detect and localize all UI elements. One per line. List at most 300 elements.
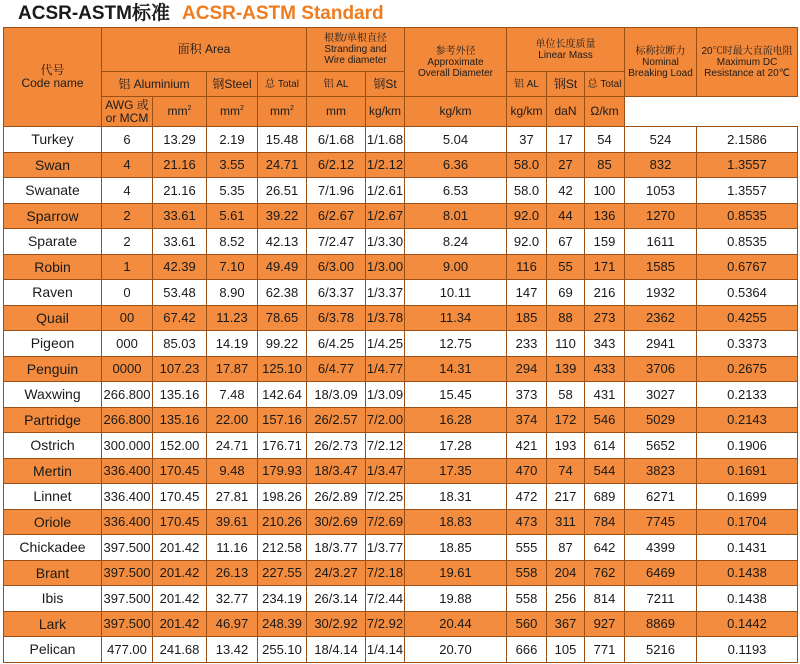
table-row <box>4 152 798 178</box>
table-cell: 198.26 <box>258 484 307 510</box>
unit-mm2-total: $mm^2$ <box>258 97 307 127</box>
table-cell: 7.10 <box>207 254 258 280</box>
table-cell: 18.83 <box>405 509 507 535</box>
table-cell: 1/3.78 <box>366 305 405 331</box>
header-stranding-cn: 根数/单根直径 <box>324 33 387 44</box>
table-cell: 135.16 <box>153 407 207 433</box>
table-cell: 204 <box>547 560 585 586</box>
table-row <box>4 560 798 586</box>
table-cell: 44 <box>547 203 585 229</box>
table-cell: 3.55 <box>207 152 258 178</box>
table-cell: 100 <box>585 178 625 204</box>
table-cell: 33.61 <box>153 203 207 229</box>
table-cell: 266.800 <box>102 382 153 408</box>
table-body <box>4 127 798 663</box>
table-cell: 1932 <box>625 280 697 306</box>
table-cell: 11.16 <box>207 535 258 561</box>
table-cell: 30/2.69 <box>307 509 366 535</box>
table-cell: 477.00 <box>102 637 153 663</box>
unit-awg-line1: AWG 或 <box>105 97 149 112</box>
table-row <box>4 382 798 408</box>
table-cell: 397.500 <box>102 560 153 586</box>
code-name-cell: Waxwing <box>4 382 102 408</box>
header-mass-st: 钢St <box>547 72 585 97</box>
header-resistance-en1: Maximum DC <box>716 56 778 68</box>
table-cell: 0.8535 <box>697 229 798 255</box>
table-cell: 6469 <box>625 560 697 586</box>
table-cell: 233 <box>507 331 547 357</box>
table-cell: 6/3.00 <box>307 254 366 280</box>
code-name-cell: Swan <box>4 152 102 178</box>
table-cell: 54 <box>585 127 625 153</box>
table-cell: 367 <box>547 611 585 637</box>
header-stranding <box>307 28 405 72</box>
table-row <box>4 637 798 663</box>
table-cell: 6/4.25 <box>307 331 366 357</box>
header-diameter <box>405 28 507 97</box>
table-cell: 0.2143 <box>697 407 798 433</box>
table-cell: 1/1.68 <box>366 127 405 153</box>
table-cell: 00 <box>102 305 153 331</box>
table-cell: 0.1699 <box>697 484 798 510</box>
table-cell: 241.68 <box>153 637 207 663</box>
table-row <box>4 484 798 510</box>
table-cell: 18/3.77 <box>307 535 366 561</box>
page-title <box>18 2 384 26</box>
table-cell: 6/2.67 <box>307 203 366 229</box>
table-cell: 431 <box>585 382 625 408</box>
code-name-cell: Chickadee <box>4 535 102 561</box>
table-cell: 78.65 <box>258 305 307 331</box>
table-cell: 555 <box>507 535 547 561</box>
table-cell: 1/2.61 <box>366 178 405 204</box>
table-cell: 546 <box>585 407 625 433</box>
table-cell: 0.1438 <box>697 560 798 586</box>
code-name-cell: Pigeon <box>4 331 102 357</box>
table-cell: 18/3.47 <box>307 458 366 484</box>
table-cell: 67 <box>547 229 585 255</box>
code-name-cell: Raven <box>4 280 102 306</box>
table-cell: 74 <box>547 458 585 484</box>
table-cell: 336.400 <box>102 484 153 510</box>
table-cell: 0.6767 <box>697 254 798 280</box>
table-cell: 0 <box>102 280 153 306</box>
code-name-cell: Oriole <box>4 509 102 535</box>
header-st: 钢St <box>366 72 405 97</box>
table-cell: 266.800 <box>102 407 153 433</box>
table-cell: 397.500 <box>102 586 153 612</box>
table-row <box>4 178 798 204</box>
table-cell: 170.45 <box>153 484 207 510</box>
header-strength-en1: Nominal <box>642 56 679 68</box>
table-cell: 544 <box>585 458 625 484</box>
table-cell: 5029 <box>625 407 697 433</box>
table-row <box>4 229 798 255</box>
code-name-cell: Ibis <box>4 586 102 612</box>
header-al: 铝 AL <box>307 72 366 97</box>
table-cell: 26.13 <box>207 560 258 586</box>
table-cell: 0.5364 <box>697 280 798 306</box>
unit-mm: mm <box>307 97 366 127</box>
table-cell: 0.1691 <box>697 458 798 484</box>
table-cell: 179.93 <box>258 458 307 484</box>
table-cell: 000 <box>102 331 153 357</box>
table-cell: 5216 <box>625 637 697 663</box>
table-cell: 294 <box>507 356 547 382</box>
table-cell: 210.26 <box>258 509 307 535</box>
table-cell: 32.77 <box>207 586 258 612</box>
table-cell: 642 <box>585 535 625 561</box>
table-cell: 30/2.92 <box>307 611 366 637</box>
table-cell: 19.61 <box>405 560 507 586</box>
table-cell: 927 <box>585 611 625 637</box>
acsr-astm-table <box>3 27 798 663</box>
table-cell: 300.000 <box>102 433 153 459</box>
table-cell: 2941 <box>625 331 697 357</box>
code-name-cell: Linnet <box>4 484 102 510</box>
table-cell: 784 <box>585 509 625 535</box>
table-cell: 0.3373 <box>697 331 798 357</box>
table-cell: 18.31 <box>405 484 507 510</box>
unit-awg-line2: or MCM <box>105 110 149 125</box>
table-cell: 21.16 <box>153 178 207 204</box>
code-name-cell: Brant <box>4 560 102 586</box>
table-cell: 87 <box>547 535 585 561</box>
table-cell: 147 <box>507 280 547 306</box>
table-cell: 7/1.96 <box>307 178 366 204</box>
table-cell: 7211 <box>625 586 697 612</box>
table-cell: 135.16 <box>153 382 207 408</box>
table-cell: 42.13 <box>258 229 307 255</box>
table-cell: 152.00 <box>153 433 207 459</box>
table-cell: 92.0 <box>507 203 547 229</box>
table-cell: 18/4.14 <box>307 637 366 663</box>
unit-kgkm-al: kg/km <box>366 97 405 127</box>
table-cell: 176.71 <box>258 433 307 459</box>
table-cell: 39.61 <box>207 509 258 535</box>
table-cell: 20.70 <box>405 637 507 663</box>
table-cell: 185 <box>507 305 547 331</box>
table-cell: 0000 <box>102 356 153 382</box>
table-cell: 9.00 <box>405 254 507 280</box>
table-cell: 1.3557 <box>697 178 798 204</box>
table-cell: 7.48 <box>207 382 258 408</box>
table-cell: 14.31 <box>405 356 507 382</box>
table-cell: 7/2.69 <box>366 509 405 535</box>
table-cell: 614 <box>585 433 625 459</box>
table-cell: 1585 <box>625 254 697 280</box>
table-cell: 99.22 <box>258 331 307 357</box>
unit-ohm-km: Ω/km <box>585 97 625 127</box>
code-name-cell: Sparate <box>4 229 102 255</box>
table-cell: 37 <box>507 127 547 153</box>
table-cell: 18/3.09 <box>307 382 366 408</box>
table-cell: 234.19 <box>258 586 307 612</box>
table-cell: 6.53 <box>405 178 507 204</box>
header-strength-cn: 标称拉断力 <box>635 45 686 57</box>
table-cell: 1/3.30 <box>366 229 405 255</box>
table-cell: 24/3.27 <box>307 560 366 586</box>
table-cell: 3823 <box>625 458 697 484</box>
table-cell: 2.1586 <box>697 127 798 153</box>
table-cell: 5.61 <box>207 203 258 229</box>
table-cell: 26/3.14 <box>307 586 366 612</box>
table-cell: 6/4.77 <box>307 356 366 382</box>
table-cell: 397.500 <box>102 611 153 637</box>
table-cell: 10.11 <box>405 280 507 306</box>
table-cell: 18.85 <box>405 535 507 561</box>
table-cell: 8.90 <box>207 280 258 306</box>
table-cell: 5.35 <box>207 178 258 204</box>
table-cell: 255.10 <box>258 637 307 663</box>
table-cell: 125.10 <box>258 356 307 382</box>
header-total: 总 Total <box>258 72 307 97</box>
header-stranding-en2: Wire diameter <box>324 55 387 66</box>
table-cell: 53.48 <box>153 280 207 306</box>
table-cell: 8.01 <box>405 203 507 229</box>
table-cell: 2.19 <box>207 127 258 153</box>
code-name-cell: Quail <box>4 305 102 331</box>
table-cell: 193 <box>547 433 585 459</box>
table-row <box>4 611 798 637</box>
table-cell: 15.48 <box>258 127 307 153</box>
table-cell: 433 <box>585 356 625 382</box>
table-cell: 27.81 <box>207 484 258 510</box>
table-cell: 5.04 <box>405 127 507 153</box>
table-cell: 689 <box>585 484 625 510</box>
table-cell: 58 <box>547 382 585 408</box>
table-cell: 8869 <box>625 611 697 637</box>
table-cell: 17.28 <box>405 433 507 459</box>
table-cell: 7/2.00 <box>366 407 405 433</box>
table-cell: 374 <box>507 407 547 433</box>
table-cell: 55 <box>547 254 585 280</box>
table-cell: 1/4.14 <box>366 637 405 663</box>
table-cell: 157.16 <box>258 407 307 433</box>
code-name-cell: Turkey <box>4 127 102 153</box>
code-name-cell: Pelican <box>4 637 102 663</box>
table-cell: 12.75 <box>405 331 507 357</box>
header-diameter-en2: Overall Diameter <box>417 67 494 79</box>
header-breaking-load <box>625 28 697 97</box>
table-cell: 227.55 <box>258 560 307 586</box>
table-cell: 105 <box>547 637 585 663</box>
table-cell: 6 <box>102 127 153 153</box>
table-cell: 107.23 <box>153 356 207 382</box>
table-cell: 0.2133 <box>697 382 798 408</box>
table-cell: 58.0 <box>507 152 547 178</box>
table-cell: 116 <box>507 254 547 280</box>
table-cell: 201.42 <box>153 560 207 586</box>
table-cell: 0.4255 <box>697 305 798 331</box>
header-mass-al: 铝 AL <box>507 72 547 97</box>
table-cell: 273 <box>585 305 625 331</box>
code-name-cell: Ostrich <box>4 433 102 459</box>
table-cell: 85.03 <box>153 331 207 357</box>
table-cell: 0.1442 <box>697 611 798 637</box>
header-aluminium: 铝 Aluminium <box>102 72 207 97</box>
table-cell: 311 <box>547 509 585 535</box>
table-cell: 0.1431 <box>697 535 798 561</box>
table-cell: 26/2.57 <box>307 407 366 433</box>
table-cell: 11.34 <box>405 305 507 331</box>
header-mass-total: 总 Total <box>585 72 625 97</box>
table-cell: 3706 <box>625 356 697 382</box>
table-cell: 3027 <box>625 382 697 408</box>
table-cell: 1270 <box>625 203 697 229</box>
table-row <box>4 509 798 535</box>
unit-awg <box>102 97 153 127</box>
table-cell: 88 <box>547 305 585 331</box>
table-row <box>4 305 798 331</box>
table-cell: 373 <box>507 382 547 408</box>
table-cell: 248.39 <box>258 611 307 637</box>
table-cell: 6271 <box>625 484 697 510</box>
header-resistance-en2: Resistance at 20℃ <box>704 67 790 79</box>
table-cell: 7/2.18 <box>366 560 405 586</box>
table-cell: 22.00 <box>207 407 258 433</box>
table-cell: 6/3.78 <box>307 305 366 331</box>
table-cell: 14.19 <box>207 331 258 357</box>
table-cell: 472 <box>507 484 547 510</box>
table-cell: 20.44 <box>405 611 507 637</box>
header-diameter-en1: Approximate <box>427 56 484 68</box>
table-cell: 524 <box>625 127 697 153</box>
table-cell: 1/4.25 <box>366 331 405 357</box>
table-cell: 1611 <box>625 229 697 255</box>
header-linear-mass <box>507 28 625 72</box>
table-cell: 1/3.09 <box>366 382 405 408</box>
table-cell: 85 <box>585 152 625 178</box>
table-cell: 69 <box>547 280 585 306</box>
table-cell: 8.24 <box>405 229 507 255</box>
table-cell: 1/3.47 <box>366 458 405 484</box>
table-cell: 13.42 <box>207 637 258 663</box>
table-cell: 139 <box>547 356 585 382</box>
table-cell: 7/2.25 <box>366 484 405 510</box>
header-code-cn: 代号 <box>40 63 65 77</box>
table-cell: 336.400 <box>102 458 153 484</box>
table-cell: 397.500 <box>102 535 153 561</box>
table-cell: 6.36 <box>405 152 507 178</box>
table-cell: 0.8535 <box>697 203 798 229</box>
table-cell: 0.1438 <box>697 586 798 612</box>
table-cell: 110 <box>547 331 585 357</box>
header-resistance-cn: 20℃时最大直流电阻 <box>701 45 793 57</box>
unit-dan: daN <box>547 97 585 127</box>
table-row <box>4 203 798 229</box>
table-cell: 62.38 <box>258 280 307 306</box>
table-cell: 1/2.67 <box>366 203 405 229</box>
code-name-cell: Sparrow <box>4 203 102 229</box>
header-diameter-cn: 参考外径 <box>435 45 476 57</box>
table-cell: 11.23 <box>207 305 258 331</box>
table-cell: 1/2.12 <box>366 152 405 178</box>
table-cell: 17.35 <box>405 458 507 484</box>
title-standard: ACSR-ASTM Standard <box>182 3 384 24</box>
table-cell: 1/4.77 <box>366 356 405 382</box>
table-cell: 832 <box>625 152 697 178</box>
header-code-name <box>4 28 102 127</box>
table-cell: 558 <box>507 560 547 586</box>
table-cell: 2362 <box>625 305 697 331</box>
table-cell: 473 <box>507 509 547 535</box>
table-cell: 1/3.00 <box>366 254 405 280</box>
table-cell: 558 <box>507 586 547 612</box>
table-cell: 336.400 <box>102 509 153 535</box>
table-cell: 16.28 <box>405 407 507 433</box>
table-cell: 1 <box>102 254 153 280</box>
table-cell: 7/2.92 <box>366 611 405 637</box>
table-cell: 24.71 <box>258 152 307 178</box>
code-name-cell: Robin <box>4 254 102 280</box>
table-cell: 814 <box>585 586 625 612</box>
header-stranding-en1: Stranding and <box>324 44 387 55</box>
header-steel: 钢Steel <box>207 72 258 97</box>
table-cell: 421 <box>507 433 547 459</box>
table-cell: 33.61 <box>153 229 207 255</box>
table-cell: 26/2.73 <box>307 433 366 459</box>
code-name-cell: Lark <box>4 611 102 637</box>
unit-mm2-aluminium: $mm^2$ <box>153 97 207 127</box>
table-cell: 17.87 <box>207 356 258 382</box>
table-row <box>4 458 798 484</box>
table-cell: 1.3557 <box>697 152 798 178</box>
table-cell: 4 <box>102 152 153 178</box>
table-cell: 15.45 <box>405 382 507 408</box>
table-cell: 771 <box>585 637 625 663</box>
header-mass-en: Linear Mass <box>538 49 593 61</box>
table-row <box>4 127 798 153</box>
header-strength-en2: Breaking Load <box>628 67 693 79</box>
table-row <box>4 280 798 306</box>
table-cell: 343 <box>585 331 625 357</box>
header-area: 面积 Area <box>102 28 307 72</box>
header-mass-cn: 单位长度质量 <box>535 38 596 50</box>
table-cell: 5652 <box>625 433 697 459</box>
header-resistance <box>697 28 798 97</box>
table-cell: 0.1704 <box>697 509 798 535</box>
table-cell: 142.64 <box>258 382 307 408</box>
table-cell: 216 <box>585 280 625 306</box>
table-cell: 201.42 <box>153 535 207 561</box>
table-cell: 159 <box>585 229 625 255</box>
table-cell: 136 <box>585 203 625 229</box>
table-cell: 6/1.68 <box>307 127 366 153</box>
table-cell: 1053 <box>625 178 697 204</box>
header-code-en: Code name <box>21 76 84 90</box>
table-cell: 1/3.37 <box>366 280 405 306</box>
table-cell: 58.0 <box>507 178 547 204</box>
table-cell: 42.39 <box>153 254 207 280</box>
table-cell: 46.97 <box>207 611 258 637</box>
code-name-cell: Mertin <box>4 458 102 484</box>
table-cell: 171 <box>585 254 625 280</box>
table-cell: 9.48 <box>207 458 258 484</box>
table-cell: 17 <box>547 127 585 153</box>
table-cell: 24.71 <box>207 433 258 459</box>
table-cell: 201.42 <box>153 611 207 637</box>
table-cell: 6/2.12 <box>307 152 366 178</box>
table-cell: 42 <box>547 178 585 204</box>
table-cell: 19.88 <box>405 586 507 612</box>
unit-kgkm-st: kg/km <box>405 97 507 127</box>
table-cell: 201.42 <box>153 586 207 612</box>
table-cell: 470 <box>507 458 547 484</box>
table-cell: 172 <box>547 407 585 433</box>
table-cell: 170.45 <box>153 458 207 484</box>
table-cell: 560 <box>507 611 547 637</box>
